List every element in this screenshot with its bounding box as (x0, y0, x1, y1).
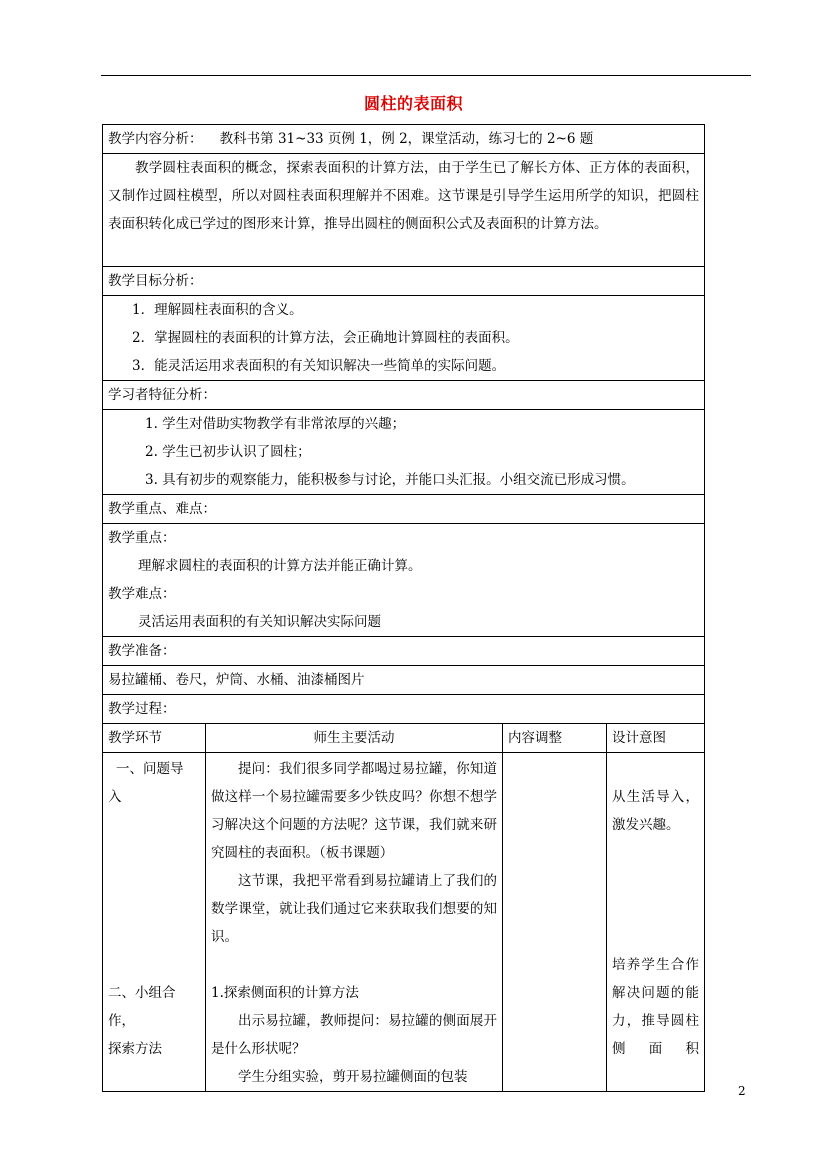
intent-text: 从生活导入，激发兴趣。 (612, 789, 700, 833)
content-analysis-label: 教学内容分析： (108, 131, 203, 147)
intent-text: 培养学生合作解决问题的能力，推导圆柱侧面积 (612, 957, 700, 1057)
activity-paragraph: 出示易拉罐，教师提问：易拉罐的侧面展开是什么形状呢？ (211, 1013, 497, 1057)
page-title: 圆柱的表面积 (363, 94, 463, 113)
learner-item: 2. 学生已初步认识了圆柱； (145, 444, 311, 460)
activity-subheading: 1.探索侧面积的计算方法 (211, 985, 359, 1001)
activity-paragraph: 提问：我们很多同学都喝过易拉罐，你知道做这样一个易拉罐需要多少铁皮吗？你想不想学习解决这个问题的方法呢？这节课，我们就来研究圆柱的表面积。（板书课题） (211, 761, 497, 861)
goals-list (103, 296, 705, 381)
stage-title-line2: 入 (108, 789, 122, 805)
process-header-activity: 师生主要活动 (206, 724, 503, 753)
stage-title-line1: 二、小组合作， (108, 985, 176, 1029)
header-rule (101, 75, 751, 76)
content-analysis-body: 教学圆柱表面积的概念，探索表面积的计算方法，由于学生已了解长方体、正方体的表面积，又制作过圆柱模型，所以对圆柱表面积理解并不困难。这节课是引导学生运用所学的知识，把圆柱表面积转化成已学过的图形来计算，推导出圆柱的侧面积公式及表面积的计算方法。 (108, 160, 700, 232)
key-points-label: 教学重点、难点： (103, 495, 705, 524)
goal-item: 1．理解圆柱表面积的含义。 (132, 302, 303, 318)
process-intent-cell (607, 753, 705, 1092)
learners-list (103, 410, 705, 495)
stage-title-line2: 探索方法 (108, 1041, 162, 1057)
activity-paragraph: 学生分组实验，剪开易拉罐侧面的包装 (238, 1069, 468, 1085)
content-analysis-body-cell (103, 154, 705, 267)
textbook-source: 教科书第 31~33 页例 1，例 2，课堂活动，练习七的 2~6 题 (219, 131, 594, 147)
difficulty-label: 教学难点： (108, 586, 176, 602)
learner-item: 1. 学生对借助实物教学有非常浓厚的兴趣； (145, 416, 406, 432)
difficulty-text: 灵活运用表面积的有关知识解决实际问题 (138, 614, 381, 630)
page-number: 2 (738, 1084, 746, 1098)
process-stage-cell (103, 753, 206, 1092)
content-analysis-header (103, 125, 705, 154)
process-header-adjust: 内容调整 (503, 724, 607, 753)
process-label: 教学过程： (103, 695, 705, 724)
process-activity-cell (206, 753, 503, 1092)
goals-label: 教学目标分析： (103, 267, 705, 296)
focus-label: 教学重点： (108, 530, 176, 546)
process-adjust-cell (503, 753, 607, 1092)
goal-item: 2．掌握圆柱的表面积的计算方法，会正确地计算圆柱的表面积。 (132, 330, 519, 346)
learners-label: 学习者特征分析： (103, 381, 705, 410)
stage-title-line1: 一、问题导 (116, 761, 184, 777)
process-header-intent: 设计意图 (607, 724, 705, 753)
goal-item: 3．能灵活运用求表面积的有关知识解决一些简单的实际问题。 (132, 358, 506, 374)
lesson-plan-table (102, 124, 705, 1092)
focus-text: 理解求圆柱的表面积的计算方法并能正确计算。 (138, 558, 422, 574)
preparation-content: 易拉罐桶、卷尺，炉筒、水桶、油漆桶图片 (103, 666, 705, 695)
preparation-label: 教学准备： (103, 637, 705, 666)
key-points-body (103, 524, 705, 637)
process-header-stage: 教学环节 (103, 724, 206, 753)
learner-item: 3. 具有初步的观察能力，能积极参与讨论，并能口头汇报。小组交流已形成习惯。 (145, 472, 635, 488)
activity-paragraph: 这节课，我把平常看到易拉罐请上了我们的数学课堂，就让我们通过它来获取我们想要的知识。 (211, 873, 497, 945)
